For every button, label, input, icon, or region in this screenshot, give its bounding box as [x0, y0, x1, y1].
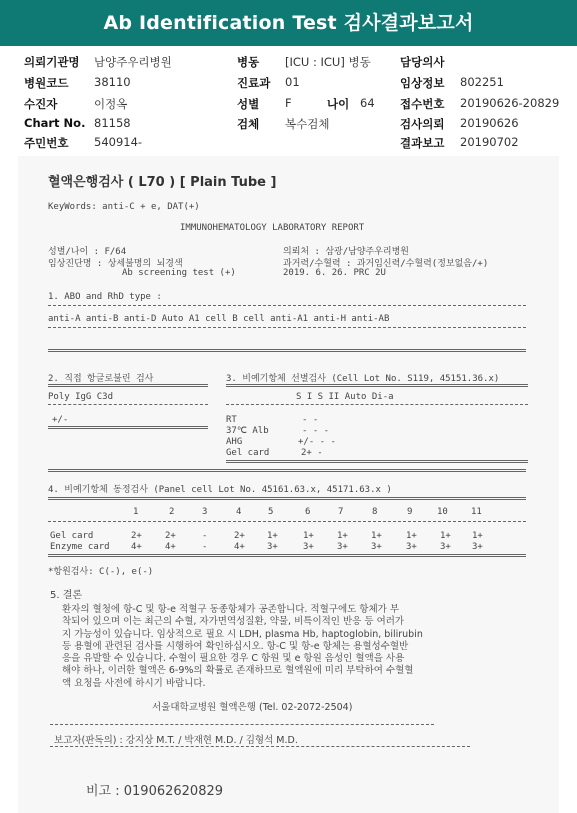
info-value: 복수검체 — [285, 117, 330, 131]
panel-cell: 3+ — [472, 542, 483, 552]
panel-cell: 1+ — [440, 531, 451, 541]
screen-row-label: AHG — [226, 437, 243, 447]
panel-col: 11 — [471, 507, 482, 517]
note: 비고 : 019062620829 — [86, 784, 224, 799]
divider — [50, 746, 470, 749]
divider — [48, 305, 526, 308]
divider — [48, 404, 208, 407]
panel-col: 5 — [268, 507, 274, 517]
panel-col: 1 — [133, 507, 139, 517]
hospital-contact: 서울대학교병원 혈액은행 (Tel. 02-2072-2504) — [152, 702, 353, 713]
panel-cell: 4+ — [165, 542, 176, 552]
info-label: 결과보고 — [400, 136, 445, 150]
panel-col: 10 — [437, 507, 448, 517]
info-row — [0, 96, 577, 114]
panel-col: 3 — [202, 507, 208, 517]
info-label: 검사의뢰 — [400, 117, 445, 131]
panel-cell: 4+ — [131, 542, 142, 552]
panel-cell: 1+ — [371, 531, 382, 541]
panel-cell: - — [202, 531, 208, 541]
age-value: 64 — [360, 96, 375, 110]
dat-title: 2. 직접 항글로불린 검사 — [48, 374, 154, 384]
screen-row-label: 37℃ Alb — [226, 426, 269, 436]
info-label: 주민번호 — [24, 136, 69, 150]
info-label: 수진자 — [24, 97, 58, 111]
info-row — [0, 135, 577, 153]
panel-cell: 3+ — [267, 542, 278, 552]
panel-column-header — [40, 507, 550, 519]
info-value: 20190626-20829 — [460, 96, 560, 110]
screen-row-values: 2+ - — [301, 448, 323, 458]
info-label: 병동 — [237, 55, 260, 69]
panel-cell: 3+ — [303, 542, 314, 552]
info-label: 임상정보 — [400, 76, 445, 90]
dat-values: +/- — [52, 415, 69, 425]
panel-cell: 3+ — [406, 542, 417, 552]
divider — [226, 404, 528, 407]
divider — [226, 384, 528, 387]
info-value: 이정옥 — [94, 97, 128, 111]
divider — [48, 497, 526, 500]
panel-cell: 2+ — [234, 531, 245, 541]
info-value: F — [285, 96, 292, 110]
screen-row-label: RT — [226, 415, 237, 425]
report-title: Ab Identification Test 검사결과보고서 — [0, 0, 577, 46]
info-label: 담당의사 — [400, 55, 445, 69]
info-row — [0, 54, 577, 72]
reporter: 보고자(판독의) : 강지상 M.T. / 박재현 M.D. / 김형석 M.D. — [54, 735, 298, 746]
info-value: 802251 — [460, 75, 504, 89]
info-row — [0, 116, 577, 134]
panel-col: 8 — [372, 507, 378, 517]
panel-col: 6 — [305, 507, 311, 517]
panel-cell: 3+ — [440, 542, 451, 552]
info-label: 진료과 — [237, 76, 271, 90]
divider — [48, 384, 208, 387]
panel-col: 2 — [169, 507, 175, 517]
divider — [50, 724, 434, 727]
conclusion-text: 환자의 혈청에 항-C 및 항-e 적혈구 동종항체가 공존합니다. 적혈구에도 항체가 부 착되어 있으며 이는 최근의 수혈, 자가면역성질환, 약물, 비특이적인 반응 등 여러가 지 가능성이 있습니다. 임상적으로 필요 시 LDH, plasma Hb, haptoglobin, bilirubin 등 용혈에 관련된 검사를 시행하여 확인하십시오. 항-C 및 항-e 항체는 용혈성수혈반 응을 유발할 수 있습니다. 수혈이 필요한 경우 C 항원 및 e 항원 음성인 혈액을 사용 해야 하나, 이러한 혈액은 6-9%의 확률로 존재하므로 혈액원에 미리 부탁하여 수혈혈 액 요청을 사전에 하시기 바랍니다. — [62, 604, 423, 689]
screen-row-values: - - — [302, 415, 319, 425]
info-value: [ICU : ICU] 병동 — [285, 55, 371, 69]
panel-row-label: Gel card — [50, 531, 94, 541]
screen-title: 3. 비예기항체 선별검사 (Cell Lot No. S119, 45151.36.x) — [226, 374, 500, 384]
diagnosis-sub: Ab screening test (+) — [122, 268, 236, 278]
panel-col: 4 — [236, 507, 242, 517]
conclusion-title: 5. 결론 — [50, 590, 83, 601]
panel-row-label: Enzyme card — [50, 542, 110, 552]
age-label: 나이 — [327, 97, 350, 111]
info-label: 의뢰기관명 — [24, 55, 80, 69]
screen-headers: S I S II Auto Di-a — [296, 392, 394, 402]
panel-cell: 2+ — [131, 531, 142, 541]
info-value: 20190702 — [460, 135, 519, 149]
info-label: 성별 — [237, 97, 260, 111]
keywords: KeyWords: anti-C + e, DAT(+) — [48, 202, 200, 212]
divider — [226, 460, 528, 463]
abo-title: 1. ABO and RhD type : — [48, 292, 162, 302]
divider — [48, 426, 208, 429]
info-value: 38110 — [94, 75, 131, 89]
report-heading: 혈액은행검사 ( L70 ) [ Plain Tube ] — [48, 175, 277, 190]
antigen-test: *항원검사: C(-), e(-) — [48, 567, 154, 577]
info-value: 01 — [285, 75, 300, 89]
panel-col: 9 — [407, 507, 413, 517]
info-label: 검체 — [237, 117, 260, 131]
divider — [48, 521, 526, 524]
abo-headers: anti-A anti-B anti-D Auto A1 cell B cell anti-A1 anti-H anti-AB — [48, 314, 390, 324]
panel-cell: 1+ — [337, 531, 348, 541]
panel-cell: 1+ — [406, 531, 417, 541]
screen-row-values: +/- - - — [298, 437, 336, 447]
info-label: 접수번호 — [400, 97, 445, 111]
info-row — [0, 75, 577, 93]
panel-cell: 3+ — [371, 542, 382, 552]
info-label: 병원코드 — [24, 76, 69, 90]
info-value: 남양주우리병원 — [94, 55, 172, 69]
divider — [48, 469, 526, 472]
screen-row-label: Gel card — [226, 448, 270, 458]
panel-cell: 2+ — [165, 531, 176, 541]
requester: 의뢰처 : 삼광/남양주우리병원 — [283, 247, 410, 257]
divider — [48, 327, 526, 330]
panel-title: 4. 비예기항체 동정검사 (Panel cell Lot No. 45161.63.x, 45171.63.x ) — [48, 485, 392, 495]
divider — [48, 554, 526, 557]
info-value: 81158 — [94, 116, 131, 130]
panel-col: 7 — [338, 507, 344, 517]
diagnosis: 임상진단명 : 상세불명의 뇌경색 — [48, 259, 183, 269]
panel-cell: - — [202, 542, 208, 552]
history: 과거력/수혈력 : 과거임신력/수혈력(정보없음/+) — [283, 259, 489, 269]
sex-age: 성별/나이 : F/64 — [48, 247, 127, 257]
panel-cell: 4+ — [234, 542, 245, 552]
divider — [48, 349, 526, 352]
panel-cell: 3+ — [337, 542, 348, 552]
dat-headers: Poly IgG C3d — [48, 392, 114, 402]
screen-row-values: - - - — [302, 426, 330, 436]
info-label: Chart No. — [24, 116, 86, 130]
info-value: 20190626 — [460, 116, 519, 130]
panel-row — [40, 542, 550, 554]
info-value: 540914- — [94, 135, 143, 149]
report-date: 2019. 6. 26. PRC 2U — [283, 268, 386, 278]
panel-cell: 1+ — [472, 531, 483, 541]
panel-cell: 1+ — [267, 531, 278, 541]
panel-cell: 1+ — [303, 531, 314, 541]
lab-title: IMMUNOHEMATOLOGY LABORATORY REPORT — [180, 223, 365, 233]
